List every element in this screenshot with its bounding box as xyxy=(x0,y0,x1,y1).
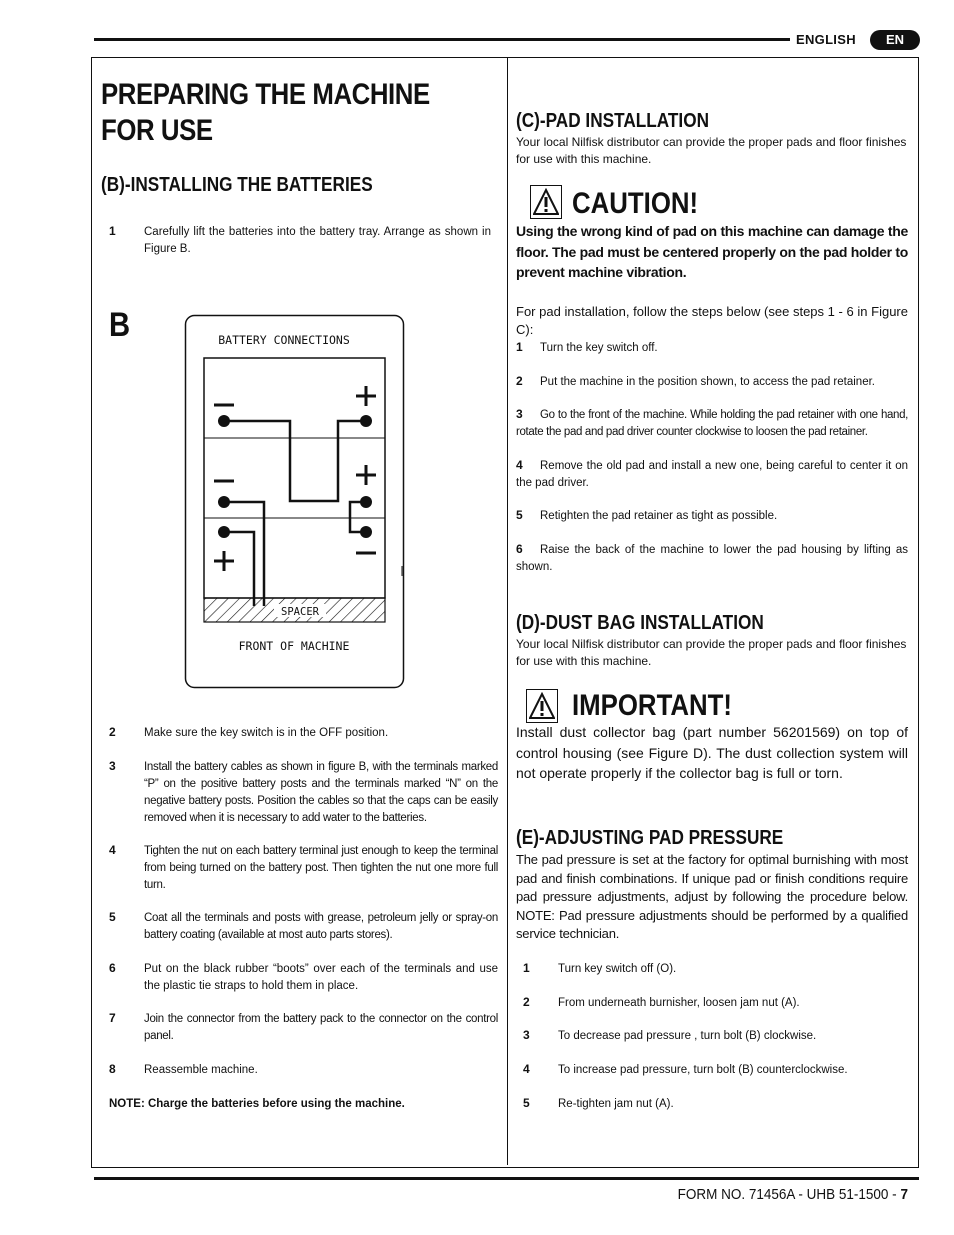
spacer-label: SPACER xyxy=(281,606,319,618)
step-text: Remove the old pad and install a new one, being careful to center it on the pad driver. xyxy=(516,460,908,489)
step-text: Turn key switch off (O). xyxy=(558,963,677,975)
step-number: 4 xyxy=(523,1062,530,1076)
step-text: Coat all the terminals and posts with grease, petroleum jelly or spray-on battery coating (available at most auto parts stores). xyxy=(144,912,498,941)
step-number: 3 xyxy=(109,759,116,773)
important-warning-icon xyxy=(526,689,558,723)
step-text: Go to the front of the machine. While holding the pad retainer with one hand, rotate the pad and pad driver counter clockwise to loosen the pad retainer. xyxy=(516,409,908,438)
footer-form-number xyxy=(652,1186,908,1203)
language-label: ENGLISH xyxy=(796,32,856,47)
section-c-lead: For pad installation, follow the steps below (see steps 1 - 6 in Figure C): xyxy=(516,304,908,337)
step-number: 1 xyxy=(109,224,116,238)
caution-text: Using the wrong kind of pad on this machine can damage the floor. The pad must be centered properly on the pad holder to prevent machine vibration. xyxy=(516,223,908,280)
step-text: Make sure the key switch is in the OFF position. xyxy=(144,727,389,739)
step-text: Join the connector from the battery pack to the connector on the control panel. xyxy=(144,1013,498,1042)
step-number: 1 xyxy=(516,340,523,354)
step-number: 4 xyxy=(109,843,116,857)
step-text: Turn the key switch off. xyxy=(540,342,658,354)
language-badge: EN xyxy=(870,30,920,50)
bottom-rule xyxy=(94,1177,919,1180)
caution-title: CAUTION! xyxy=(572,187,699,220)
page-number: 7 xyxy=(900,1186,908,1203)
step-number: 5 xyxy=(523,1096,530,1110)
section-e-heading: (E)-ADJUSTING PAD PRESSURE xyxy=(516,827,784,849)
step-text: Retighten the pad retainer as tight as possible. xyxy=(540,510,778,522)
step-number: 1 xyxy=(523,961,530,975)
section-c-heading: (C)-PAD INSTALLATION xyxy=(516,110,709,132)
step-text: Re-tighten jam nut (A). xyxy=(558,1098,674,1110)
step-number: 6 xyxy=(516,542,523,556)
step-text: To decrease pad pressure , turn bolt (B) clockwise. xyxy=(558,1030,817,1042)
top-rule xyxy=(94,38,790,41)
step-text: To increase pad pressure, turn bolt (B) counterclockwise. xyxy=(558,1064,848,1076)
caution-warning-icon xyxy=(530,185,562,219)
step-number: 5 xyxy=(109,910,116,924)
step-number: 7 xyxy=(109,1011,116,1025)
step-number: 4 xyxy=(516,458,523,472)
battery-cables xyxy=(224,421,366,606)
step-text: Raise the back of the machine to lower the pad housing by lifting as shown. xyxy=(516,544,908,573)
battery-connections-diagram xyxy=(184,314,406,690)
step-number: 2 xyxy=(109,725,116,739)
step-number: 6 xyxy=(109,961,116,975)
page-title-line2: FOR USE xyxy=(101,114,213,147)
front-of-machine-label: FRONT OF MACHINE xyxy=(238,639,350,653)
step-text: Tighten the nut on each battery terminal just enough to keep the terminal from being turned on the battery post. Then tighten the nut one more full turn. xyxy=(144,845,498,891)
section-d-intro: Your local Nilfisk distributor can provide the proper pads and floor finishes for use with this machine. xyxy=(516,637,907,668)
important-title: IMPORTANT! xyxy=(572,689,733,722)
step-number: 5 xyxy=(516,508,523,522)
section-e-intro: The pad pressure is set at the factory for optimal burnishing with most pad and finish combinations. If unique pad or finish conditions require pad pressure adjustments, adjust by following the procedure below. NOTE: Pad pressure adjustments should be performed by a qualified service technician. xyxy=(516,852,908,941)
page-title-line1: PREPARING THE MACHINE xyxy=(101,78,430,111)
step-number: 2 xyxy=(523,995,530,1009)
step-text: Reassemble machine. xyxy=(144,1064,258,1076)
step-number: 2 xyxy=(516,374,523,388)
terminal-symbols xyxy=(214,386,376,571)
step-text: Put on the black rubber “boots” over each of the terminals and use the plastic tie straps to hold them in place. xyxy=(144,963,498,992)
figure-b-label: B xyxy=(109,306,131,344)
important-text: Install dust collector bag (part number 56201569) on top of control housing (see Figure D). The dust collection system will not operate properly if the collector bag is full or torn. xyxy=(516,724,908,781)
form-number: FORM NO. 71456A - UHB 51-1500 - xyxy=(677,1186,901,1203)
step-text: Install the battery cables as shown in figure B, with the terminals marked “P” on the positive battery posts and the terminals marked “N” on the negative battery posts. Position the cables so that the caps can be easily removed when it is necessary to add water to the batteries. xyxy=(144,761,498,824)
section-b-heading: (B)-INSTALLING THE BATTERIES xyxy=(101,174,373,196)
column-divider xyxy=(507,57,508,1165)
step-text: From underneath burnisher, loosen jam nut (A). xyxy=(558,997,800,1009)
step-text: Carefully lift the batteries into the battery tray. Arrange as shown in Figure B. xyxy=(144,226,491,255)
step-text: Put the machine in the position shown, to access the pad retainer. xyxy=(540,376,875,388)
section-c-intro: Your local Nilfisk distributor can provide the proper pads and floor finishes for use with this machine. xyxy=(516,135,907,166)
step-number: 8 xyxy=(109,1062,116,1076)
diagram-title: BATTERY CONNECTIONS xyxy=(218,333,350,347)
section-d-heading: (D)-DUST BAG INSTALLATION xyxy=(516,612,764,634)
battery-note: NOTE: Charge the batteries before using the machine. xyxy=(109,1098,405,1110)
step-number: 3 xyxy=(523,1028,530,1042)
step-number: 3 xyxy=(516,407,523,421)
